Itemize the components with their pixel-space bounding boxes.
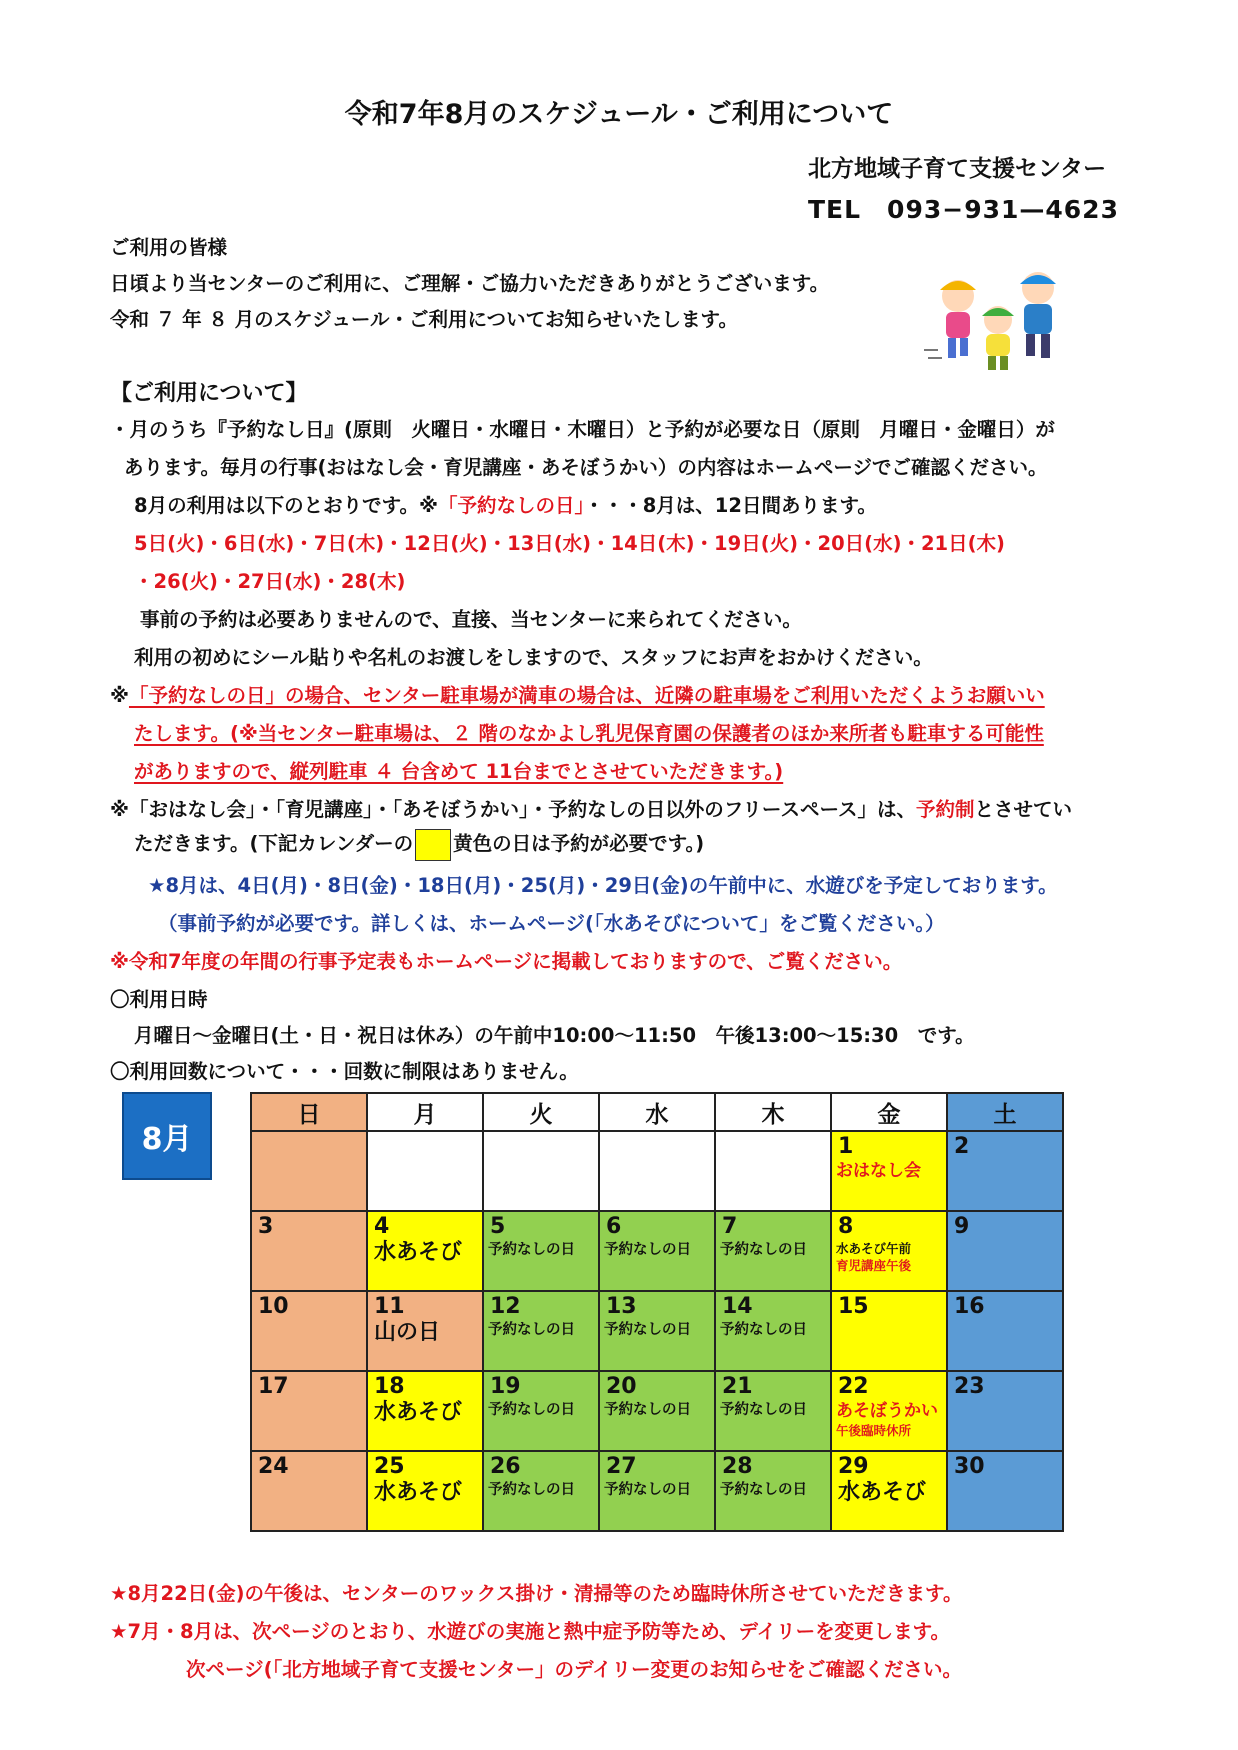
calendar-day [715, 1371, 831, 1451]
event-label: 予約なしの日 [604, 1242, 691, 1258]
event-label: おはなし会 [836, 1161, 921, 1181]
water-play-schedule: ★8月は、4日(月)・8日(金)・18日(月)・25(月)・29日(金)の午前中に、水遊びを予定しております。 [148, 874, 1058, 897]
calendar-week [251, 1211, 1063, 1291]
greeting-thanks: 日頃より当センターのご利用に、ご理解・ご協力いただきありがとうございます。 [110, 272, 830, 295]
day-number: 23 [954, 1374, 985, 1399]
day-number: 11 [374, 1294, 405, 1319]
page-title: 令和7年8月のスケジュール・ご利用について [344, 99, 894, 130]
day-number: 20 [606, 1374, 637, 1399]
day-number: 15 [838, 1294, 869, 1319]
event-label: 予約なしの日 [604, 1322, 691, 1338]
day-number: 30 [954, 1454, 985, 1479]
usage-count-note: 〇利用回数について・・・回数に制限はありません。 [110, 1060, 579, 1083]
day-number: 3 [258, 1214, 274, 1239]
parking-notice-text: 「予約なしの日」の場合、センター駐車場が満車の場合は、近隣の駐車場をご利用いただくようお願いい [128, 684, 1045, 707]
temporary-closure-notice: ★8月22日(金)の午後は、センターのワックス掛け・清掃等のため臨時休所させていただきます。 [110, 1582, 963, 1605]
weekday-saturday: 土 [947, 1093, 1063, 1131]
day-number: 4 [374, 1214, 390, 1239]
day-number: 6 [606, 1214, 622, 1239]
organization-name: 北方地域子育て支援センター [808, 156, 1107, 182]
calendar-day [483, 1291, 599, 1371]
no-reservation-dates-2: ・26(火)・27日(水)・28(木) [134, 570, 406, 593]
calendar-day [251, 1211, 367, 1291]
weekday-monday: 月 [367, 1093, 483, 1131]
annual-schedule-notice: ※令和7年度の年間の行事予定表もホームページに掲載しておりますので、ご覧ください。 [110, 950, 903, 973]
calendar-day [367, 1131, 483, 1211]
no-reservation-day-label: 「予約なしの日」 [437, 494, 585, 517]
day-number: 1 [838, 1134, 854, 1159]
event-label: 予約なしの日 [720, 1402, 807, 1418]
parking-notice-3: がありますので、縦列駐車 ４ 台含めて 11台までとさせていただきます。) [134, 760, 784, 783]
reservation-system-label: 予約制 [915, 798, 975, 821]
day-number: 28 [722, 1454, 753, 1479]
usage-line-6: 事前の予約は必要ありませんので、直接、当センターに来られてください。 [140, 608, 802, 631]
event-label-secondary: 午後臨時休所 [836, 1423, 912, 1438]
weekday-sunday: 日 [251, 1093, 367, 1131]
reservation-notice-end: とさせてい [974, 798, 1073, 821]
day-number: 21 [722, 1374, 753, 1399]
section-heading: 【ご利用について】 [110, 381, 308, 406]
event-label: 予約なしの日 [488, 1322, 575, 1338]
event-label-secondary: 育児講座午後 [836, 1258, 912, 1273]
event-label: あそぼうかい [836, 1401, 938, 1421]
day-number: 24 [258, 1454, 289, 1479]
calendar-day [831, 1291, 947, 1371]
parking-notice-2: たします。(※当センター駐車場は、２ 階のなかよし乳児保育園の保護者のほか来所者も駐車する可能性 [134, 722, 1044, 745]
calendar-day [715, 1451, 831, 1531]
calendar-day [947, 1131, 1063, 1211]
calendar-day [483, 1371, 599, 1451]
calendar-week [251, 1371, 1063, 1451]
parking-notice-mark: ※ [110, 684, 129, 707]
calendar-day [367, 1451, 483, 1531]
calendar-day [715, 1211, 831, 1291]
reservation-notice-2 [134, 828, 704, 861]
children-running-illustration [920, 258, 1080, 376]
weekday-thursday: 木 [715, 1093, 831, 1131]
calendar-legend-text: ただきます。(下記カレンダーの [134, 832, 414, 855]
event-label: 予約なしの日 [720, 1322, 807, 1338]
daily-schedule-change-notice: ★7月・8月は、次ページのとおり、水遊びの実施と熱中症予防等ため、デイリーを変更します。 [110, 1620, 951, 1643]
day-number: 25 [374, 1454, 405, 1479]
day-number: 13 [606, 1294, 637, 1319]
next-page-notice: 次ページ(「北方地域子育て支援センター」のデイリー変更のお知らせをご確認ください。 [186, 1658, 963, 1681]
calendar-day [483, 1451, 599, 1531]
day-number: 27 [606, 1454, 637, 1479]
usage-line-2: あります。毎月の行事(おはなし会・育児講座・あそぼうかい）の内容はホームページでご確認ください。 [124, 456, 1048, 479]
day-number: 17 [258, 1374, 289, 1399]
day-number: 26 [490, 1454, 521, 1479]
calendar-day [251, 1291, 367, 1371]
usage-line-3 [134, 490, 877, 518]
day-number: 29 [838, 1454, 869, 1479]
calendar-day [599, 1451, 715, 1531]
day-number: 10 [258, 1294, 289, 1319]
calendar-day [947, 1371, 1063, 1451]
day-number: 9 [954, 1214, 970, 1239]
day-number: 7 [722, 1214, 738, 1239]
usage-hours-heading: 〇利用日時 [110, 988, 208, 1011]
calendar-day [367, 1291, 483, 1371]
reservation-notice-text: ※「おはなし会」・「育児講座」・「あそぼうかい」・予約なしの日以外のフリースペース」は、 [110, 798, 916, 821]
event-label: 予約なしの日 [488, 1482, 575, 1498]
event-label: 予約なしの日 [720, 1242, 807, 1258]
calendar-week [251, 1451, 1063, 1531]
weekday-friday: 金 [831, 1093, 947, 1131]
calendar-table [250, 1092, 1064, 1532]
usage-line-1: ・月のうち『予約なし日』(原則 火曜日・水曜日・木曜日）と予約が必要な日（原則 月曜日・金曜日）が [110, 418, 1055, 441]
event-label: 予約なしの日 [604, 1482, 691, 1498]
calendar-day [599, 1291, 715, 1371]
greeting-salutation: ご利用の皆様 [110, 236, 228, 259]
calendar-day [599, 1211, 715, 1291]
calendar-day [483, 1211, 599, 1291]
no-reservation-dates-1: 5日(火)・6日(水)・7日(木)・12日(火)・13日(水)・14日(木)・19日(火)・20日(水)・21日(木) [134, 532, 1005, 555]
event-label: 水あそび [374, 1240, 463, 1265]
calendar-week [251, 1131, 1063, 1211]
event-label: 水あそび午前 [836, 1241, 912, 1256]
calendar-day [831, 1131, 947, 1211]
calendar-day [831, 1211, 947, 1291]
event-label: 水あそび [374, 1400, 463, 1425]
parking-notice-1 [110, 680, 1045, 708]
calendar-day [715, 1131, 831, 1211]
day-number: 19 [490, 1374, 521, 1399]
calendar-day [831, 1371, 947, 1451]
calendar-day [367, 1371, 483, 1451]
event-label: 予約なしの日 [720, 1482, 807, 1498]
day-number: 14 [722, 1294, 753, 1319]
calendar-legend-meaning: 黄色の日は予約が必要です。) [453, 832, 705, 855]
calendar-header-row [251, 1093, 1063, 1131]
calendar-day [483, 1131, 599, 1211]
greeting-notice: 令和 ７ 年 ８ 月のスケジュール・ご利用についてお知らせいたします。 [110, 308, 738, 331]
holiday-label: 山の日 [374, 1320, 441, 1345]
day-number: 16 [954, 1294, 985, 1319]
calendar-day [947, 1291, 1063, 1371]
calendar-day [367, 1211, 483, 1291]
water-play-reservation-note: （事前予約が必要です。詳しくは、ホームページ(「水あそびについて」をご覧ください。） [158, 912, 945, 935]
usage-hours: 月曜日～金曜日(土・日・祝日は休み）の午前中10:00～11:50 午後13:00～15:30 です。 [134, 1024, 975, 1047]
telephone-number: TEL 093−931—4623 [808, 195, 1119, 224]
event-label: 水あそび [374, 1480, 463, 1505]
usage-line-3-suffix: ・・・8月は、12日間あります。 [584, 494, 877, 517]
weekday-wednesday: 水 [599, 1093, 715, 1131]
event-label: 予約なしの日 [488, 1402, 575, 1418]
calendar-day [715, 1291, 831, 1371]
reservation-notice-1 [110, 794, 1072, 822]
day-number: 12 [490, 1294, 521, 1319]
weekday-tuesday: 火 [483, 1093, 599, 1131]
calendar-day [831, 1451, 947, 1531]
day-number: 8 [838, 1214, 854, 1239]
event-label: 予約なしの日 [604, 1402, 691, 1418]
calendar-day [251, 1371, 367, 1451]
day-number: 18 [374, 1374, 405, 1399]
calendar-day [599, 1131, 715, 1211]
calendar-day [251, 1451, 367, 1531]
event-label: 水あそび [838, 1480, 927, 1505]
calendar-day [251, 1131, 367, 1211]
day-number: 5 [490, 1214, 506, 1239]
yellow-legend-swatch [415, 829, 451, 861]
event-label: 予約なしの日 [488, 1242, 575, 1258]
calendar-day [599, 1371, 715, 1451]
day-number: 22 [838, 1374, 869, 1399]
calendar-day [947, 1451, 1063, 1531]
day-number: 2 [954, 1134, 970, 1159]
calendar-week [251, 1291, 1063, 1371]
month-badge: 8月 [122, 1092, 212, 1180]
usage-line-3-prefix: 8月の利用は以下のとおりです。※ [134, 494, 438, 517]
usage-line-7: 利用の初めにシール貼りや名札のお渡しをしますので、スタッフにお声をおかけください。 [134, 646, 933, 669]
calendar-day [947, 1211, 1063, 1291]
